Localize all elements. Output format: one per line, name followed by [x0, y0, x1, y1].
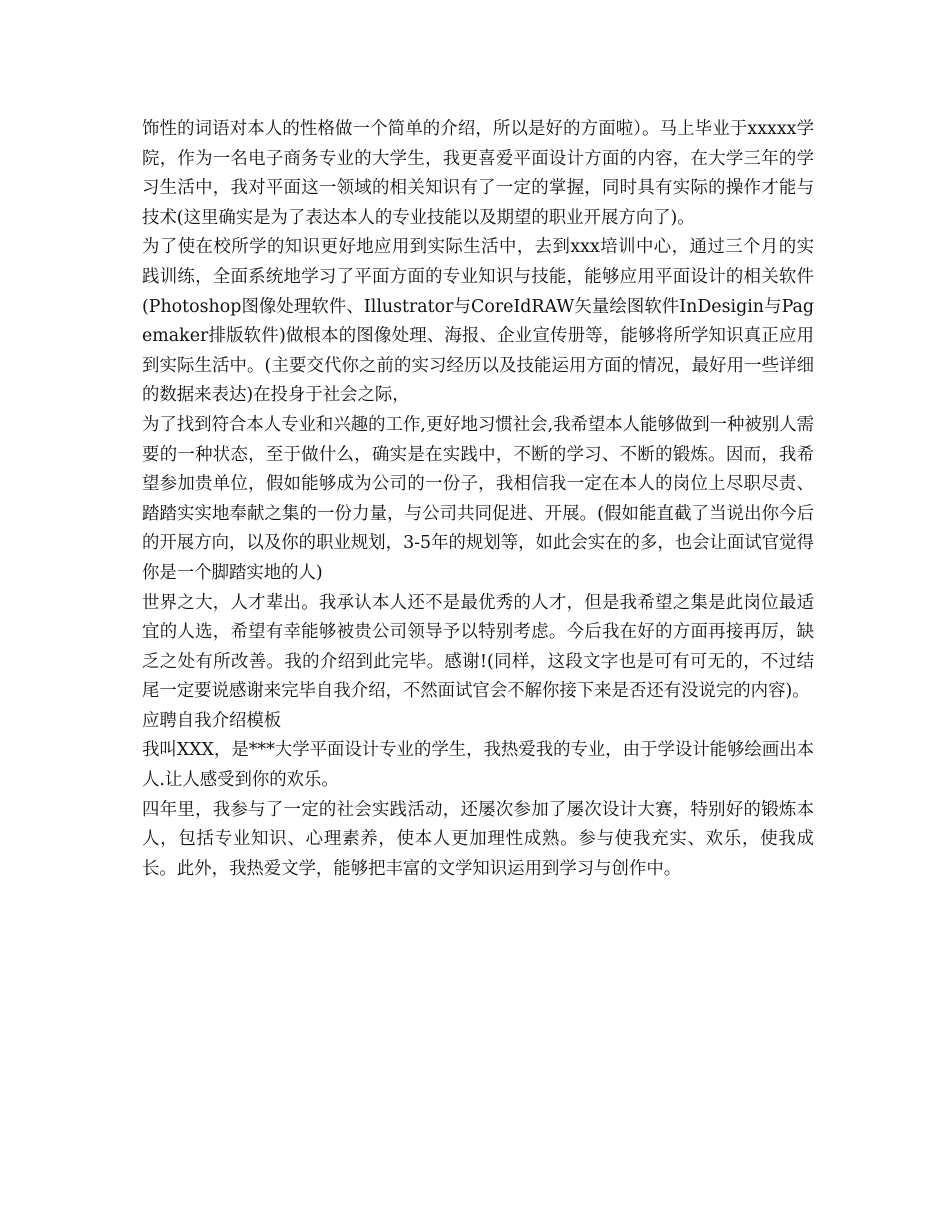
section-heading: 应聘自我介绍模板	[142, 710, 282, 731]
paragraph-training-experience: 为了使在校所学的知识更好地应用到实际生活中，去到xxx培训中心，通过三个月的实践训练，全面系统地学习了平面方面的专业知识与技能，能够应用平面设计的相关软件(Photoshop图像处理软件、Illustrator与CoreIdRAW矢量绘图软件InDesigin与Pagemaker排版软件)做根本的图像处理、海报、企业宣传册等，能够将所学知识真正应用到实际生活中。(主要交代你之前的实习经历以及技能运用方面的情况，最好用一些详细的数据来表达)在投身于社会之际，	[142, 237, 814, 406]
paragraph-self-introduction: 我叫XXX，是***大学平面设计专业的学生，我热爱我的专业，由于学设计能够绘画出本人.让人感受到你的欢乐。	[142, 740, 814, 791]
paragraph-intro-continuation: 饰性的词语对本人的性格做一个简单的介绍，所以是好的方面啦）。马上毕业于xxxxx学院，作为一名电子商务专业的大学生，我更喜爱平面设计方面的内容，在大学三年的学习生活中，我对平面这一领域的相关知识有了一定的掌握，同时具有实际的操作才能与技术(这里确实是为了表达本人的专业技能以及期望的职业开展方向了)。	[142, 119, 814, 228]
paragraph-career-goals: 为了找到符合本人专业和兴趣的工作,更好地习惯社会,我希望本人能够做到一种被别人需要的一种状态，至于做什么，确实是在实践中，不断的学习、不断的锻炼。因而，我希望参加贵单位，假如能够成为公司的一份子，我相信我一定在本人的岗位上尽职尽责、踏踏实实地奉献之集的一份力量，与公司共同促进、开展。(假如能直截了当说出你今后的开展方向，以及你的职业规划，3-5年的规划等，如此会实在的多，也会让面试官觉得你是一个脚踏实地的人)	[142, 414, 814, 583]
paragraph-four-years: 四年里，我参与了一定的社会实践活动，还屡次参加了屡次设计大赛，特别好的锻炼本人，包括专业知识、心理素养，使本人更加理性成熟。参与使我充实、欢乐，使我成长。此外，我热爱文学，能够把丰富的文学知识运用到学习与创作中。	[142, 799, 814, 879]
document-body	[142, 115, 814, 884]
paragraph-closing: 世界之大，人才辈出。我承认本人还不是最优秀的人才，但是我希望之集是此岗位最适宜的人选，希望有幸能够被贵公司领导予以特别考虑。今后我在好的方面再接再厉，缺乏之处有所改善。我的介绍到此完毕。感谢!(同样，这段文字也是可有可无的，不过结尾一定要说感谢来完毕自我介绍，不然面试官会不解你接下来是否还有没说完的内容)。	[142, 592, 814, 702]
